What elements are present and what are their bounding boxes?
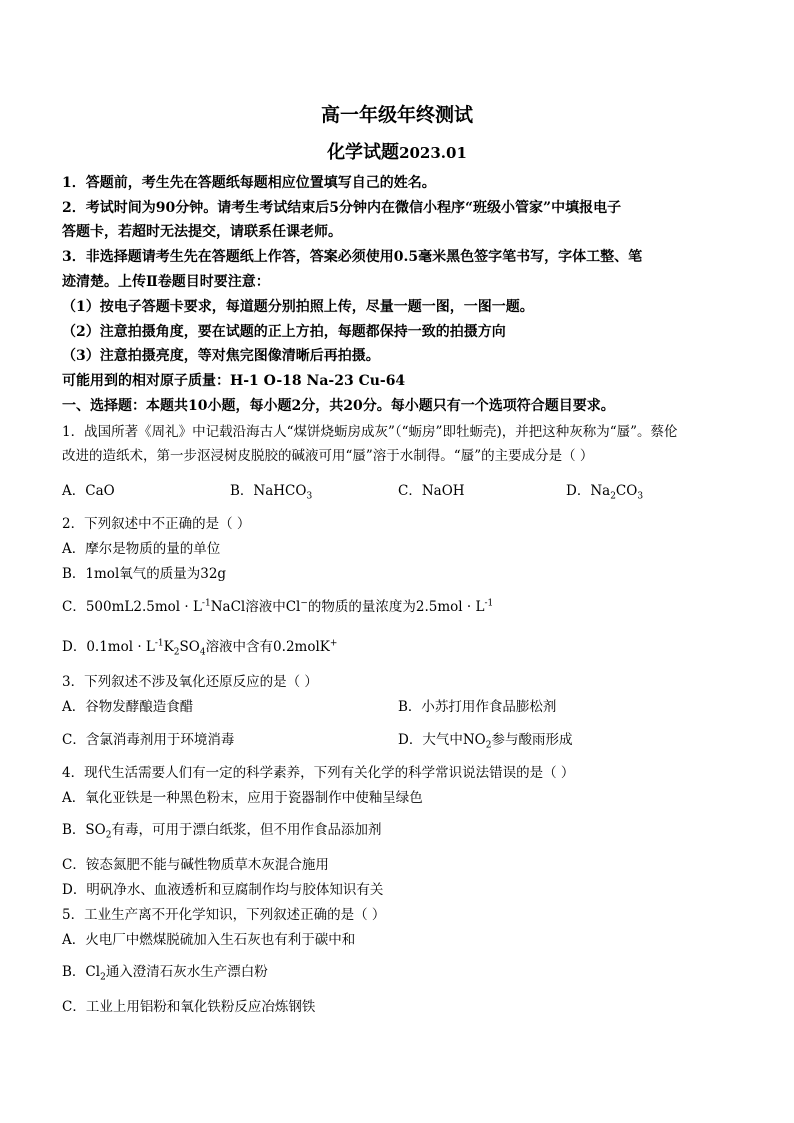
question-stem: 4．现代生活需要人们有一定的科学素养，下列有关化学的科学常识说法错误的是（ ）	[62, 765, 575, 781]
subject-name: 化学试题	[327, 142, 400, 163]
exam-date: 2023.01	[399, 144, 467, 162]
option-b: B．1mol氧气的质量为32g	[62, 566, 227, 582]
option-c: C．工业上用铝粉和氧化铁粉反应冶炼钢铁	[62, 999, 316, 1015]
question-stem: 改进的造纸术，第一步沤浸树皮脱胶的碱液可用“蜃”溶于水制得。“蜃”的主要成分是（ ）	[62, 448, 594, 464]
notice-line: 1．答题前，考生先在答题纸每题相应位置填写自己的姓名。	[62, 175, 436, 191]
notice-line: （1）按电子答题卡要求，每道题分别拍照上传，尽量一题一图，一图一题。	[62, 299, 534, 315]
question-stem: 1．战国所著《周礼》中记载沿海古人“煤饼烧蛎房成灰”（“蛎房”即牡蛎壳)，并把这种灰称为“蜃”。蔡伦	[62, 424, 678, 440]
option-a: A．摩尔是物质的量的单位	[62, 541, 221, 557]
option-a: A．CaO	[62, 483, 115, 499]
option-c: C．NaOH	[398, 483, 465, 499]
atomic-mass-line: 可能用到的相对原子质量：H-1 O-18 Na-23 Cu-64	[62, 373, 406, 389]
option-c: C．含氯消毒剂用于环境消毒	[62, 732, 235, 748]
notice-line: 迹清楚。上传Ⅱ卷题目时要注意：	[62, 274, 270, 290]
option-a: A．谷物发酵酿造食醋	[62, 699, 194, 715]
option-a: A．氧化亚铁是一种黑色粉末，应用于瓷器制作中使釉呈绿色	[62, 790, 423, 806]
option-b: B．NaHCO$_3$	[230, 483, 313, 502]
option-a: A．火电厂中燃煤脱硫加入生石灰也有利于碳中和	[62, 932, 356, 948]
section-heading: 一、选择题：本题共10小题，每小题2分，共20分。每小题只有一个选项符合题目要求。	[62, 398, 615, 414]
question-stem: 5．工业生产离不开化学知识，下列叙述正确的是（ ）	[62, 907, 386, 923]
exam-subtitle	[0, 138, 794, 164]
question-stem: 2．下列叙述中不正确的是（ ）	[62, 516, 251, 532]
notice-line: 2．考试时间为90分钟。请考生考试结束后5分钟内在微信小程序“班级小管家”中填报电子	[62, 200, 622, 216]
option-b: B．$Cl_2$通入澄清石灰水生产漂白粉	[62, 964, 268, 983]
notice-line: （2）注意拍摄角度，要在试题的正上方拍，每题都保持一致的拍摄方向	[62, 324, 506, 340]
option-b: B．$SO_2$有毒，可用于漂白纸浆，但不用作食品添加剂	[62, 822, 382, 841]
question-stem: 3．下列叙述不涉及氧化还原反应的是（ ）	[62, 674, 318, 690]
notice-line: 3．非选择题请考生先在答题纸上作答，答案必须使用0.5毫米黑色签字笔书写，字体工整、笔	[62, 249, 643, 265]
option-b: B．小苏打用作食品膨松剂	[398, 699, 557, 715]
notice-line: 答题卡，若超时无法提交，请联系任课老师。	[62, 224, 342, 240]
option-d: D．$0.1mol \cdot L^{-1}K_2SO_4$溶液中含有0.2molK+	[62, 638, 338, 658]
option-d: D．大气中$NO_2$参与酸雨形成	[398, 732, 573, 751]
option-c: C．$500mL2.5mol \cdot L^{-1}NaCl$溶液中Cl−的物质的量浓度为$2.5mol \cdot L^{-1}$	[62, 598, 494, 615]
option-d: D．明矾净水、血液透析和豆腐制作均与胶体知识有关	[62, 882, 384, 898]
exam-title: 高一年级年终测试	[320, 104, 473, 126]
notice-line: （3）注意拍摄亮度，等对焦完图像清晰后再拍摄。	[62, 348, 380, 364]
option-d: D．$Na_2CO_3$	[566, 483, 644, 502]
option-c: C．铵态氮肥不能与碱性物质草木灰混合施用	[62, 857, 329, 873]
